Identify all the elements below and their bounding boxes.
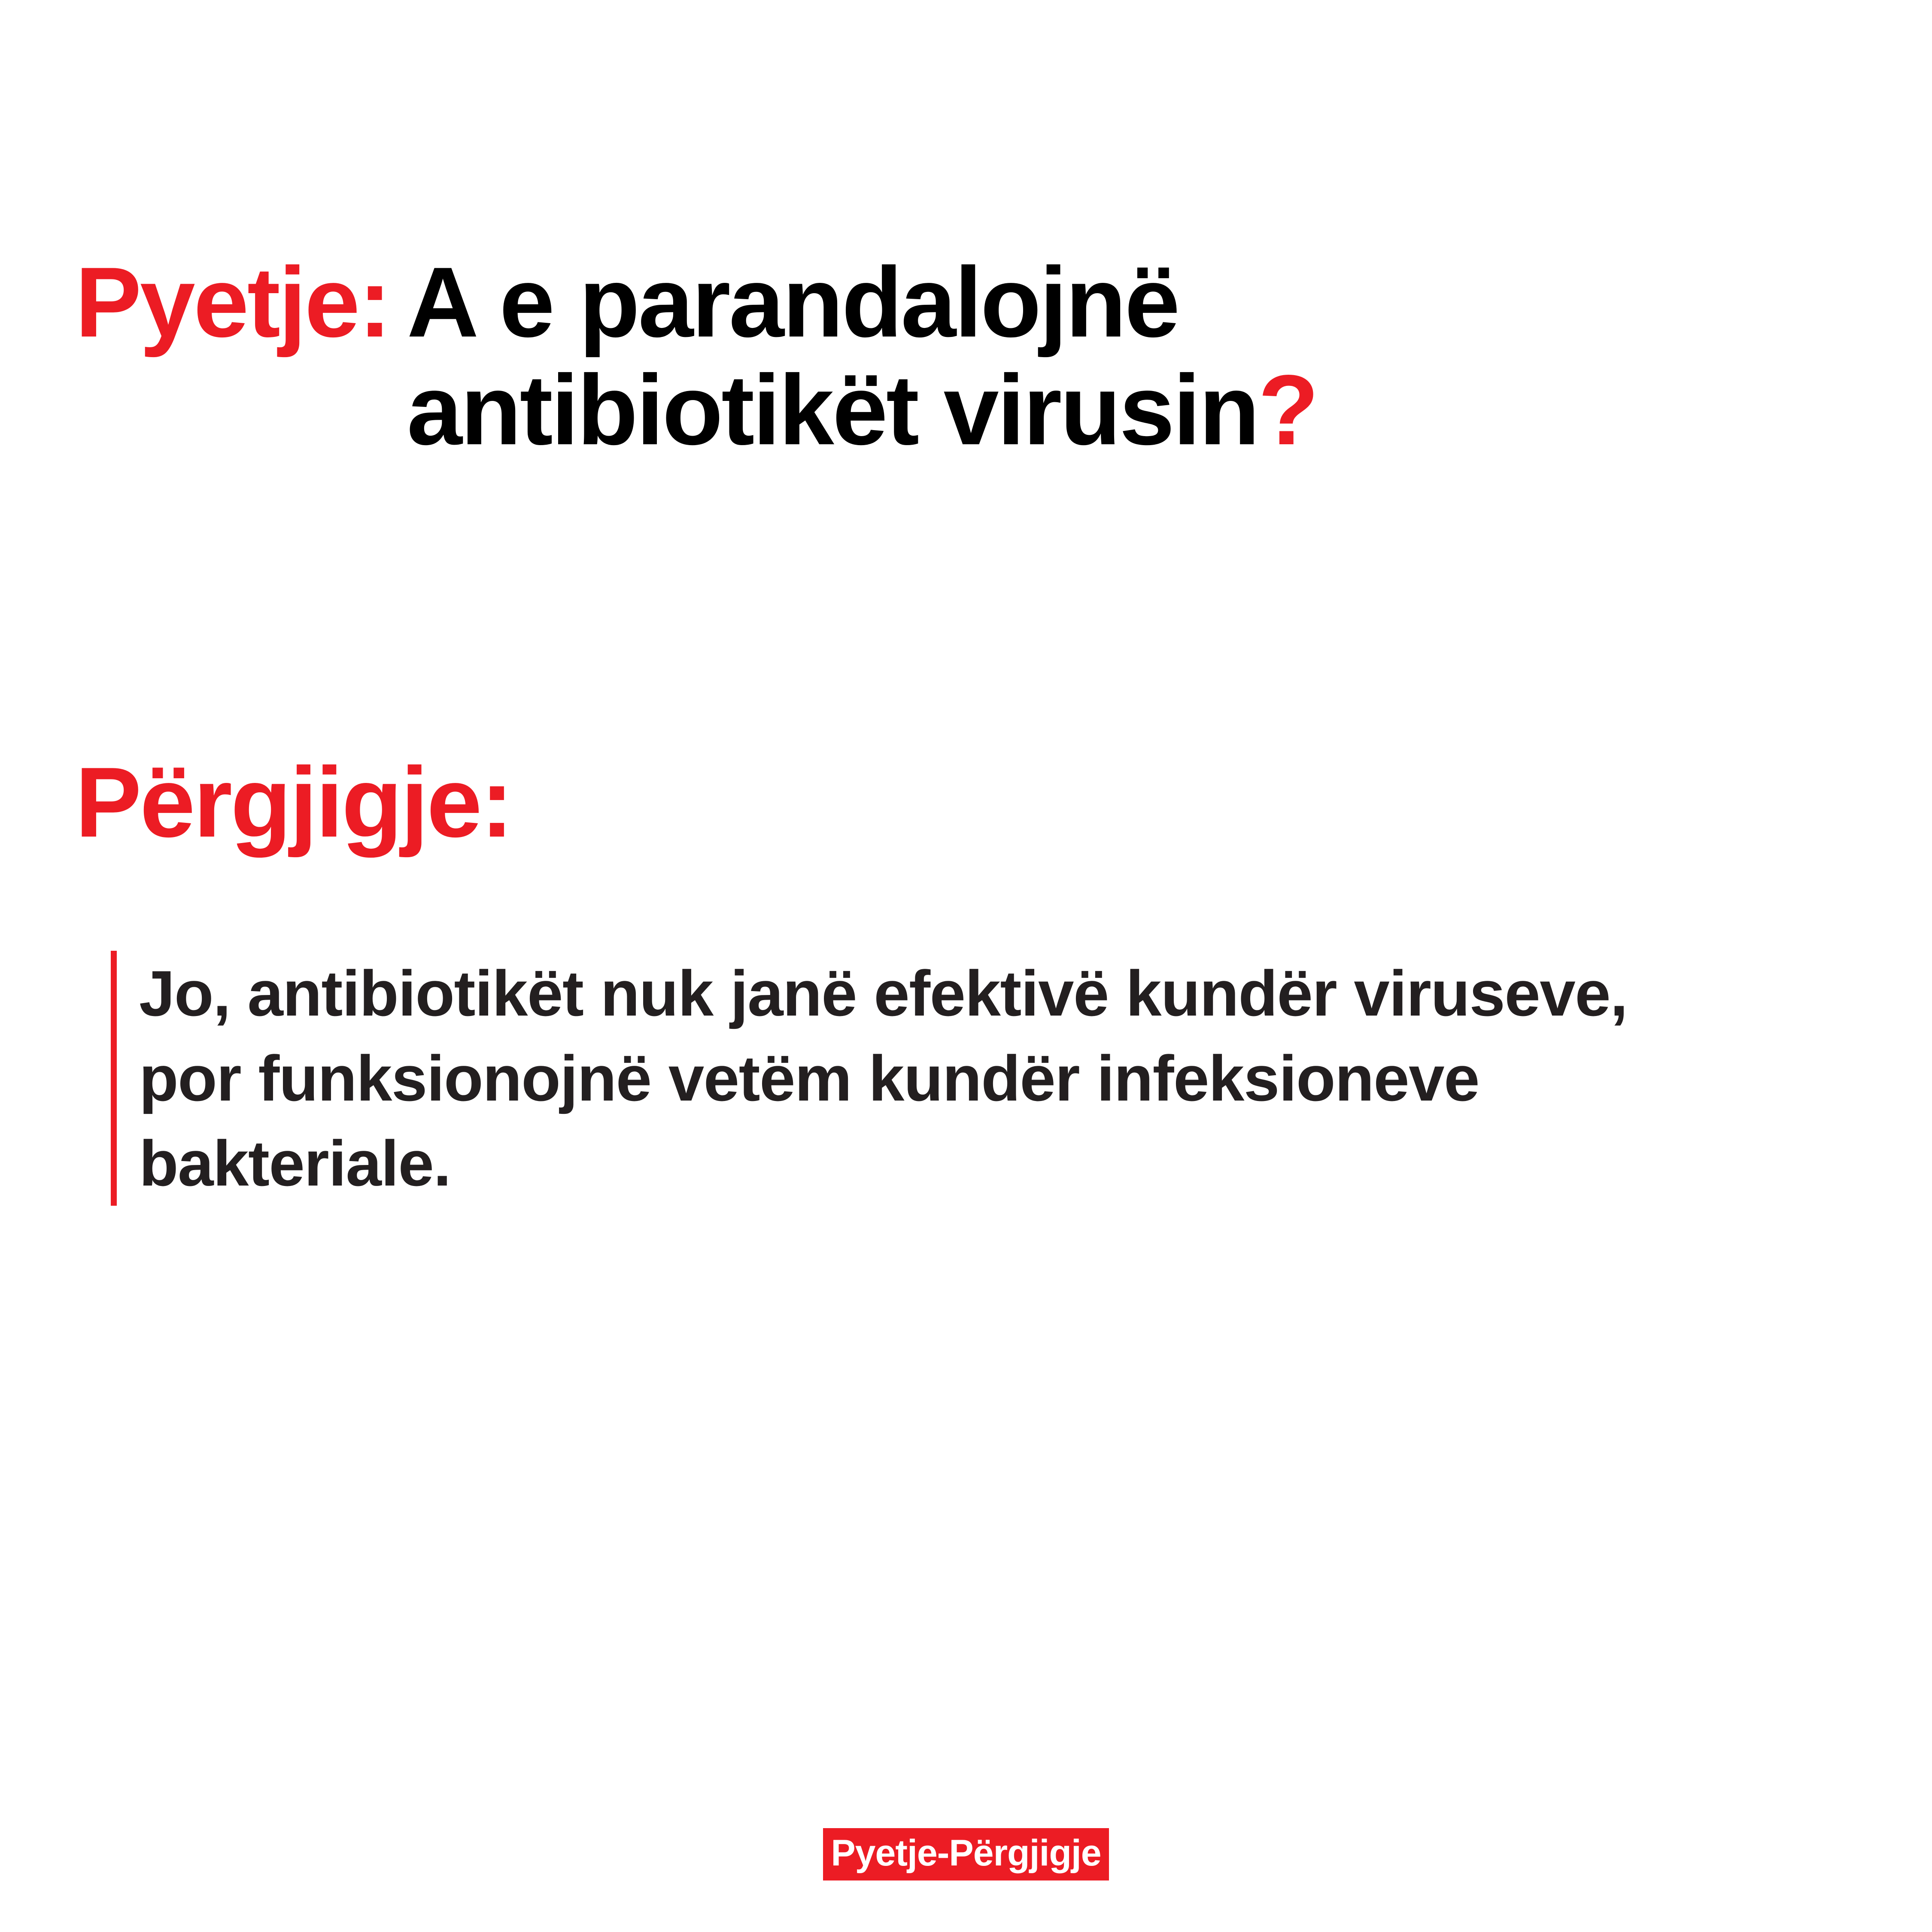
question-label: Pyetje: (75, 247, 390, 358)
question-block (75, 249, 1835, 464)
question-text-wrap (407, 249, 1566, 464)
footer (0, 1828, 1932, 1880)
answer-text: Jo, antibiotikët nuk janë efektivë kundër viruseve, por funksionojnë vetëm kundër infeksioneve bakteriale. (139, 957, 1628, 1199)
footer-badge: Pyetje-Përgjigje (823, 1828, 1109, 1880)
answer-label: Përgjigje: (75, 747, 512, 858)
question-mark: ? (1258, 354, 1318, 466)
question-text: A e parandalojnë antibiotikët virusin (407, 247, 1258, 466)
answer-block (111, 951, 1785, 1206)
answer-accent-bar (111, 951, 117, 1206)
